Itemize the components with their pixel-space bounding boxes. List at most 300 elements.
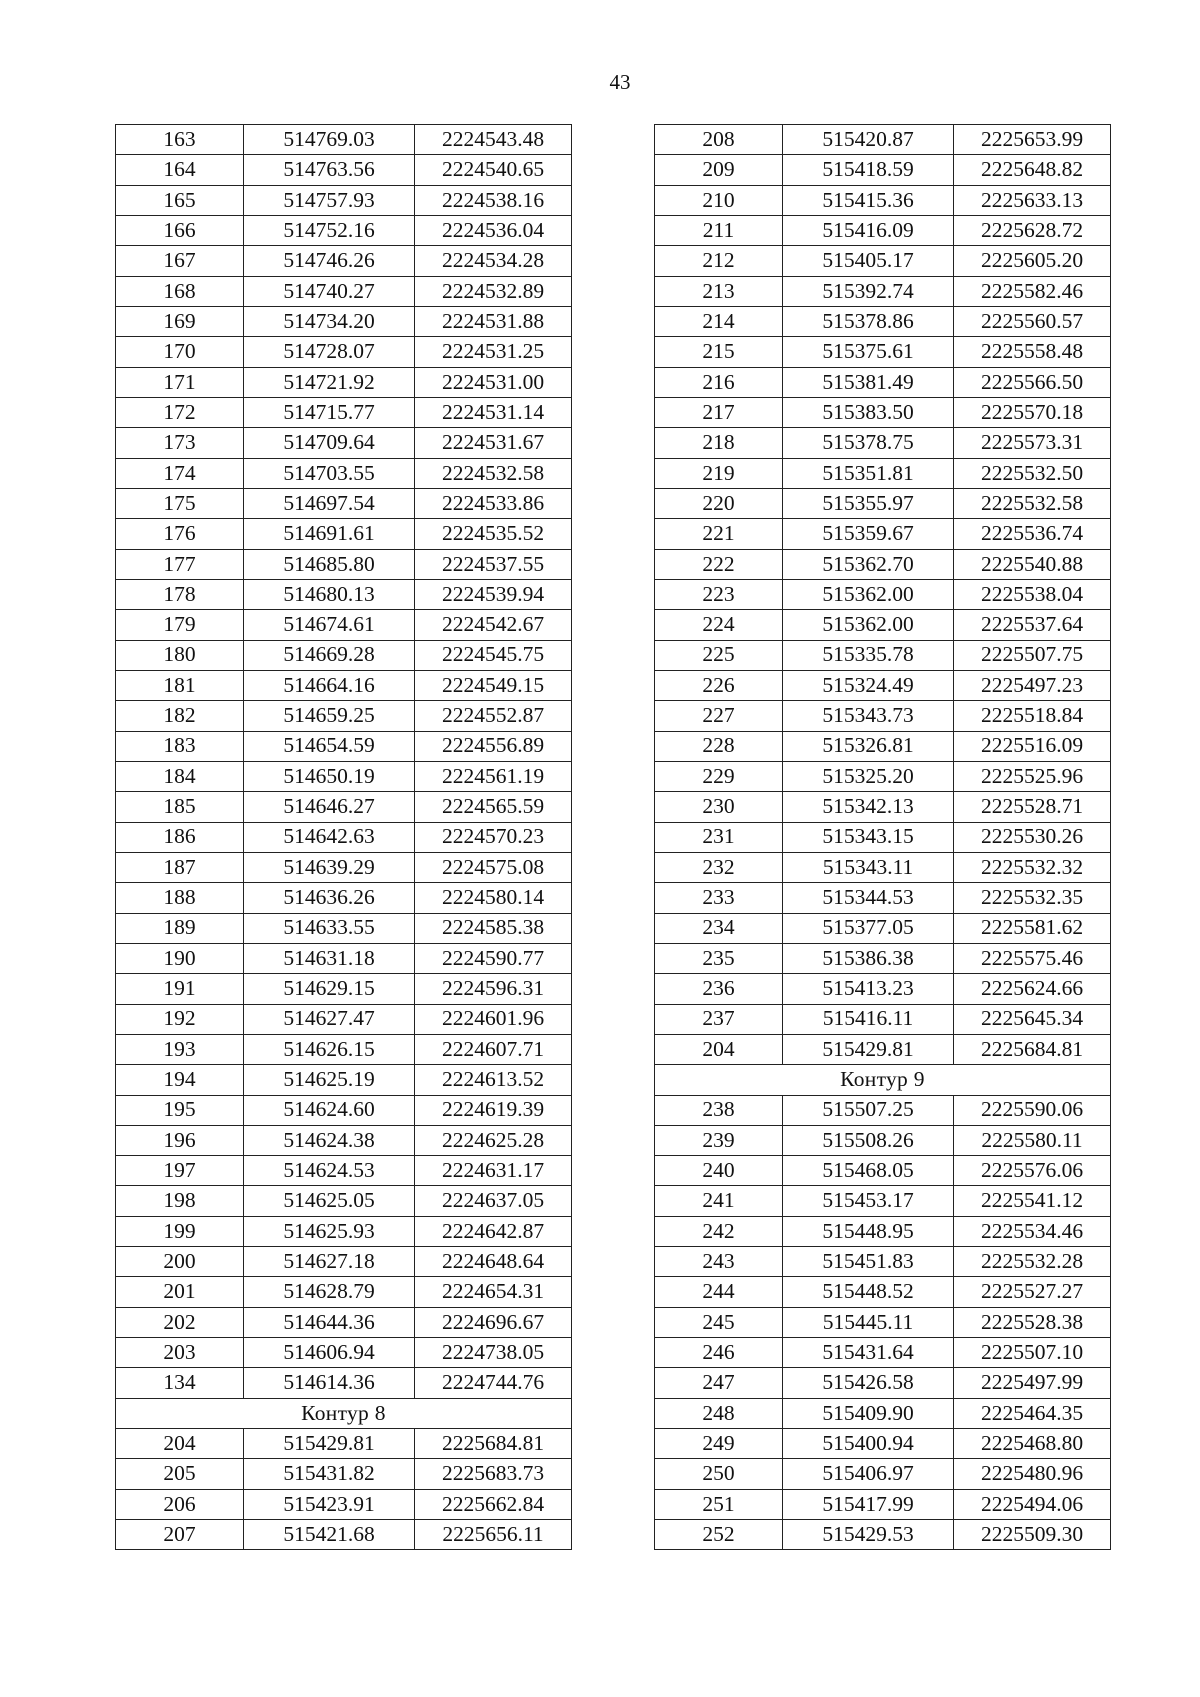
table-row bbox=[116, 306, 572, 336]
table-row bbox=[655, 458, 1111, 488]
y-coordinate-cell: 2225497.23 bbox=[954, 670, 1111, 700]
point-number-cell: 221 bbox=[655, 519, 783, 549]
table-row bbox=[116, 125, 572, 155]
x-coordinate-cell: 515413.23 bbox=[783, 974, 954, 1004]
point-number-cell: 177 bbox=[116, 549, 244, 579]
y-coordinate-cell: 2224539.94 bbox=[415, 579, 572, 609]
table-row bbox=[655, 367, 1111, 397]
y-coordinate-cell: 2225648.82 bbox=[954, 155, 1111, 185]
x-coordinate-cell: 514703.55 bbox=[244, 458, 415, 488]
y-coordinate-cell: 2225516.09 bbox=[954, 731, 1111, 761]
point-number-cell: 203 bbox=[116, 1338, 244, 1368]
table-row bbox=[116, 1307, 572, 1337]
x-coordinate-cell: 515507.25 bbox=[783, 1095, 954, 1125]
table-row bbox=[655, 701, 1111, 731]
point-number-cell: 238 bbox=[655, 1095, 783, 1125]
point-number-cell: 171 bbox=[116, 367, 244, 397]
y-coordinate-cell: 2224637.05 bbox=[415, 1186, 572, 1216]
table-row bbox=[116, 761, 572, 791]
point-number-cell: 241 bbox=[655, 1186, 783, 1216]
page-number: 43 bbox=[609, 70, 631, 94]
table-row bbox=[116, 883, 572, 913]
point-number-cell: 168 bbox=[116, 276, 244, 306]
y-coordinate-cell: 2225532.58 bbox=[954, 488, 1111, 518]
x-coordinate-cell: 515326.81 bbox=[783, 731, 954, 761]
table-row bbox=[655, 519, 1111, 549]
x-coordinate-cell: 514659.25 bbox=[244, 701, 415, 731]
table-row bbox=[116, 579, 572, 609]
point-number-cell: 235 bbox=[655, 943, 783, 973]
table-row bbox=[116, 246, 572, 276]
point-number-cell: 179 bbox=[116, 610, 244, 640]
x-coordinate-cell: 514628.79 bbox=[244, 1277, 415, 1307]
y-coordinate-cell: 2224585.38 bbox=[415, 913, 572, 943]
x-coordinate-cell: 515351.81 bbox=[783, 458, 954, 488]
table-row bbox=[655, 337, 1111, 367]
table-row bbox=[655, 1034, 1111, 1064]
point-number-cell: 202 bbox=[116, 1307, 244, 1337]
table-row bbox=[655, 1095, 1111, 1125]
table-row bbox=[116, 1520, 572, 1550]
table-row bbox=[655, 155, 1111, 185]
table-row bbox=[655, 428, 1111, 458]
point-number-cell: 215 bbox=[655, 337, 783, 367]
y-coordinate-cell: 2224625.28 bbox=[415, 1125, 572, 1155]
table-row bbox=[655, 579, 1111, 609]
x-coordinate-cell: 514626.15 bbox=[244, 1034, 415, 1064]
point-number-cell: 242 bbox=[655, 1216, 783, 1246]
x-coordinate-cell: 515417.99 bbox=[783, 1489, 954, 1519]
table-row bbox=[655, 1004, 1111, 1034]
point-number-cell: 199 bbox=[116, 1216, 244, 1246]
x-coordinate-cell: 514636.26 bbox=[244, 883, 415, 913]
point-number-cell: 185 bbox=[116, 792, 244, 822]
point-number-cell: 166 bbox=[116, 215, 244, 245]
point-number-cell: 181 bbox=[116, 670, 244, 700]
y-coordinate-cell: 2225570.18 bbox=[954, 397, 1111, 427]
table-row bbox=[116, 943, 572, 973]
y-coordinate-cell: 2224565.59 bbox=[415, 792, 572, 822]
point-number-cell: 250 bbox=[655, 1459, 783, 1489]
table-row bbox=[655, 974, 1111, 1004]
point-number-cell: 222 bbox=[655, 549, 783, 579]
y-coordinate-cell: 2224531.67 bbox=[415, 428, 572, 458]
table-row bbox=[655, 488, 1111, 518]
y-coordinate-cell: 2224738.05 bbox=[415, 1338, 572, 1368]
y-coordinate-cell: 2225580.11 bbox=[954, 1125, 1111, 1155]
point-number-cell: 194 bbox=[116, 1065, 244, 1095]
y-coordinate-cell: 2225532.28 bbox=[954, 1247, 1111, 1277]
y-coordinate-cell: 2225653.99 bbox=[954, 125, 1111, 155]
point-number-cell: 167 bbox=[116, 246, 244, 276]
table-row bbox=[116, 792, 572, 822]
x-coordinate-cell: 515362.00 bbox=[783, 610, 954, 640]
point-number-cell: 218 bbox=[655, 428, 783, 458]
x-coordinate-cell: 514715.77 bbox=[244, 397, 415, 427]
x-coordinate-cell: 515378.75 bbox=[783, 428, 954, 458]
y-coordinate-cell: 2224552.87 bbox=[415, 701, 572, 731]
point-number-cell: 210 bbox=[655, 185, 783, 215]
x-coordinate-cell: 515421.68 bbox=[244, 1520, 415, 1550]
table-row bbox=[116, 1216, 572, 1246]
x-coordinate-cell: 515359.67 bbox=[783, 519, 954, 549]
table-row bbox=[116, 276, 572, 306]
y-coordinate-cell: 2225684.81 bbox=[954, 1034, 1111, 1064]
x-coordinate-cell: 514633.55 bbox=[244, 913, 415, 943]
y-coordinate-cell: 2225590.06 bbox=[954, 1095, 1111, 1125]
y-coordinate-cell: 2225528.71 bbox=[954, 792, 1111, 822]
y-coordinate-cell: 2224619.39 bbox=[415, 1095, 572, 1125]
y-coordinate-cell: 2225581.62 bbox=[954, 913, 1111, 943]
x-coordinate-cell: 514629.15 bbox=[244, 974, 415, 1004]
y-coordinate-cell: 2224613.52 bbox=[415, 1065, 572, 1095]
y-coordinate-cell: 2225518.84 bbox=[954, 701, 1111, 731]
y-coordinate-cell: 2224531.00 bbox=[415, 367, 572, 397]
point-number-cell: 205 bbox=[116, 1459, 244, 1489]
x-coordinate-cell: 515429.53 bbox=[783, 1520, 954, 1550]
x-coordinate-cell: 515362.00 bbox=[783, 579, 954, 609]
table-row bbox=[655, 1459, 1111, 1489]
point-number-cell: 213 bbox=[655, 276, 783, 306]
table-row bbox=[655, 1216, 1111, 1246]
point-number-cell: 230 bbox=[655, 792, 783, 822]
y-coordinate-cell: 2225683.73 bbox=[415, 1459, 572, 1489]
x-coordinate-cell: 514664.16 bbox=[244, 670, 415, 700]
y-coordinate-cell: 2224533.86 bbox=[415, 488, 572, 518]
point-number-cell: 236 bbox=[655, 974, 783, 1004]
y-coordinate-cell: 2225541.12 bbox=[954, 1186, 1111, 1216]
x-coordinate-cell: 514624.38 bbox=[244, 1125, 415, 1155]
table-row bbox=[655, 1125, 1111, 1155]
point-number-cell: 252 bbox=[655, 1520, 783, 1550]
point-number-cell: 240 bbox=[655, 1156, 783, 1186]
y-coordinate-cell: 2225507.10 bbox=[954, 1338, 1111, 1368]
table-row bbox=[116, 1125, 572, 1155]
point-number-cell: 182 bbox=[116, 701, 244, 731]
point-number-cell: 214 bbox=[655, 306, 783, 336]
x-coordinate-cell: 514624.60 bbox=[244, 1095, 415, 1125]
point-number-cell: 231 bbox=[655, 822, 783, 852]
y-coordinate-cell: 2225525.96 bbox=[954, 761, 1111, 791]
table-row bbox=[116, 913, 572, 943]
point-number-cell: 226 bbox=[655, 670, 783, 700]
table-row bbox=[655, 1307, 1111, 1337]
table-row bbox=[116, 367, 572, 397]
table-row bbox=[655, 1368, 1111, 1398]
table-row bbox=[655, 125, 1111, 155]
y-coordinate-cell: 2225656.11 bbox=[415, 1520, 572, 1550]
y-coordinate-cell: 2224601.96 bbox=[415, 1004, 572, 1034]
table-row bbox=[655, 1520, 1111, 1550]
table-row bbox=[655, 1489, 1111, 1519]
y-coordinate-cell: 2224596.31 bbox=[415, 974, 572, 1004]
section-title: Контур 8 bbox=[116, 1398, 572, 1428]
point-number-cell: 195 bbox=[116, 1095, 244, 1125]
point-number-cell: 198 bbox=[116, 1186, 244, 1216]
x-coordinate-cell: 515445.11 bbox=[783, 1307, 954, 1337]
point-number-cell: 229 bbox=[655, 761, 783, 791]
x-coordinate-cell: 514769.03 bbox=[244, 125, 415, 155]
x-coordinate-cell: 515343.15 bbox=[783, 822, 954, 852]
table-row bbox=[655, 761, 1111, 791]
y-coordinate-cell: 2225534.46 bbox=[954, 1216, 1111, 1246]
point-number-cell: 200 bbox=[116, 1247, 244, 1277]
x-coordinate-cell: 515343.73 bbox=[783, 701, 954, 731]
point-number-cell: 251 bbox=[655, 1489, 783, 1519]
x-coordinate-cell: 514642.63 bbox=[244, 822, 415, 852]
x-coordinate-cell: 514644.36 bbox=[244, 1307, 415, 1337]
table-row bbox=[116, 397, 572, 427]
table-row bbox=[116, 1004, 572, 1034]
y-coordinate-cell: 2224744.76 bbox=[415, 1368, 572, 1398]
y-coordinate-cell: 2224580.14 bbox=[415, 883, 572, 913]
coordinates-table-left bbox=[115, 124, 572, 1550]
table-row bbox=[655, 1429, 1111, 1459]
table-row bbox=[116, 640, 572, 670]
x-coordinate-cell: 515324.49 bbox=[783, 670, 954, 700]
y-coordinate-cell: 2225624.66 bbox=[954, 974, 1111, 1004]
point-number-cell: 243 bbox=[655, 1247, 783, 1277]
x-coordinate-cell: 515416.09 bbox=[783, 215, 954, 245]
table-row bbox=[655, 276, 1111, 306]
table-row bbox=[116, 488, 572, 518]
x-coordinate-cell: 515453.17 bbox=[783, 1186, 954, 1216]
x-coordinate-cell: 515405.17 bbox=[783, 246, 954, 276]
x-coordinate-cell: 515448.95 bbox=[783, 1216, 954, 1246]
point-number-cell: 245 bbox=[655, 1307, 783, 1337]
y-coordinate-cell: 2225528.38 bbox=[954, 1307, 1111, 1337]
table-row bbox=[655, 1186, 1111, 1216]
y-coordinate-cell: 2225532.32 bbox=[954, 852, 1111, 882]
x-coordinate-cell: 514631.18 bbox=[244, 943, 415, 973]
x-coordinate-cell: 515400.94 bbox=[783, 1429, 954, 1459]
point-number-cell: 173 bbox=[116, 428, 244, 458]
y-coordinate-cell: 2225527.27 bbox=[954, 1277, 1111, 1307]
point-number-cell: 217 bbox=[655, 397, 783, 427]
y-coordinate-cell: 2225497.99 bbox=[954, 1368, 1111, 1398]
x-coordinate-cell: 515448.52 bbox=[783, 1277, 954, 1307]
point-number-cell: 234 bbox=[655, 913, 783, 943]
table-row bbox=[655, 246, 1111, 276]
x-coordinate-cell: 515325.20 bbox=[783, 761, 954, 791]
y-coordinate-cell: 2224534.28 bbox=[415, 246, 572, 276]
table-row bbox=[655, 670, 1111, 700]
point-number-cell: 206 bbox=[116, 1489, 244, 1519]
table-row bbox=[116, 155, 572, 185]
table-row bbox=[655, 610, 1111, 640]
x-coordinate-cell: 515431.82 bbox=[244, 1459, 415, 1489]
x-coordinate-cell: 515383.50 bbox=[783, 397, 954, 427]
point-number-cell: 192 bbox=[116, 1004, 244, 1034]
table-row bbox=[655, 792, 1111, 822]
x-coordinate-cell: 515375.61 bbox=[783, 337, 954, 367]
point-number-cell: 190 bbox=[116, 943, 244, 973]
table-row bbox=[116, 670, 572, 700]
point-number-cell: 228 bbox=[655, 731, 783, 761]
table-row bbox=[116, 1186, 572, 1216]
point-number-cell: 247 bbox=[655, 1368, 783, 1398]
x-coordinate-cell: 515426.58 bbox=[783, 1368, 954, 1398]
x-coordinate-cell: 514746.26 bbox=[244, 246, 415, 276]
y-coordinate-cell: 2225684.81 bbox=[415, 1429, 572, 1459]
table-row bbox=[655, 883, 1111, 913]
section-row bbox=[655, 1065, 1111, 1095]
point-number-cell: 174 bbox=[116, 458, 244, 488]
y-coordinate-cell: 2224538.16 bbox=[415, 185, 572, 215]
point-number-cell: 204 bbox=[116, 1429, 244, 1459]
point-number-cell: 244 bbox=[655, 1277, 783, 1307]
y-coordinate-cell: 2225575.46 bbox=[954, 943, 1111, 973]
point-number-cell: 184 bbox=[116, 761, 244, 791]
x-coordinate-cell: 514674.61 bbox=[244, 610, 415, 640]
point-number-cell: 178 bbox=[116, 579, 244, 609]
y-coordinate-cell: 2225507.75 bbox=[954, 640, 1111, 670]
y-coordinate-cell: 2224556.89 bbox=[415, 731, 572, 761]
section-title: Контур 9 bbox=[655, 1065, 1111, 1095]
y-coordinate-cell: 2225532.50 bbox=[954, 458, 1111, 488]
y-coordinate-cell: 2224532.58 bbox=[415, 458, 572, 488]
y-coordinate-cell: 2225537.64 bbox=[954, 610, 1111, 640]
y-coordinate-cell: 2225540.88 bbox=[954, 549, 1111, 579]
y-coordinate-cell: 2224631.17 bbox=[415, 1156, 572, 1186]
y-coordinate-cell: 2225494.06 bbox=[954, 1489, 1111, 1519]
point-number-cell: 175 bbox=[116, 488, 244, 518]
table-row bbox=[116, 1156, 572, 1186]
point-number-cell: 187 bbox=[116, 852, 244, 882]
x-coordinate-cell: 515342.13 bbox=[783, 792, 954, 822]
y-coordinate-cell: 2224531.88 bbox=[415, 306, 572, 336]
point-number-cell: 204 bbox=[655, 1034, 783, 1064]
y-coordinate-cell: 2225509.30 bbox=[954, 1520, 1111, 1550]
y-coordinate-cell: 2224570.23 bbox=[415, 822, 572, 852]
x-coordinate-cell: 514654.59 bbox=[244, 731, 415, 761]
point-number-cell: 180 bbox=[116, 640, 244, 670]
x-coordinate-cell: 514685.80 bbox=[244, 549, 415, 579]
y-coordinate-cell: 2224542.67 bbox=[415, 610, 572, 640]
point-number-cell: 169 bbox=[116, 306, 244, 336]
y-coordinate-cell: 2224545.75 bbox=[415, 640, 572, 670]
point-number-cell: 170 bbox=[116, 337, 244, 367]
x-coordinate-cell: 514646.27 bbox=[244, 792, 415, 822]
point-number-cell: 207 bbox=[116, 1520, 244, 1550]
x-coordinate-cell: 515386.38 bbox=[783, 943, 954, 973]
x-coordinate-cell: 514639.29 bbox=[244, 852, 415, 882]
y-coordinate-cell: 2224532.89 bbox=[415, 276, 572, 306]
x-coordinate-cell: 514680.13 bbox=[244, 579, 415, 609]
y-coordinate-cell: 2224540.65 bbox=[415, 155, 572, 185]
table-row bbox=[116, 1368, 572, 1398]
point-number-cell: 219 bbox=[655, 458, 783, 488]
point-number-cell: 191 bbox=[116, 974, 244, 1004]
point-number-cell: 209 bbox=[655, 155, 783, 185]
point-number-cell: 249 bbox=[655, 1429, 783, 1459]
table-row bbox=[116, 610, 572, 640]
point-number-cell: 232 bbox=[655, 852, 783, 882]
table-row bbox=[655, 1277, 1111, 1307]
point-number-cell: 165 bbox=[116, 185, 244, 215]
table-row bbox=[655, 731, 1111, 761]
y-coordinate-cell: 2225480.96 bbox=[954, 1459, 1111, 1489]
table-row bbox=[655, 943, 1111, 973]
table-row bbox=[116, 1095, 572, 1125]
y-coordinate-cell: 2224654.31 bbox=[415, 1277, 572, 1307]
x-coordinate-cell: 515420.87 bbox=[783, 125, 954, 155]
y-coordinate-cell: 2224590.77 bbox=[415, 943, 572, 973]
point-number-cell: 224 bbox=[655, 610, 783, 640]
point-number-cell: 208 bbox=[655, 125, 783, 155]
x-coordinate-cell: 514627.18 bbox=[244, 1247, 415, 1277]
point-number-cell: 176 bbox=[116, 519, 244, 549]
table-row bbox=[116, 852, 572, 882]
y-coordinate-cell: 2224543.48 bbox=[415, 125, 572, 155]
point-number-cell: 186 bbox=[116, 822, 244, 852]
y-coordinate-cell: 2224531.14 bbox=[415, 397, 572, 427]
table-row bbox=[116, 1489, 572, 1519]
table-row bbox=[116, 731, 572, 761]
y-coordinate-cell: 2225532.35 bbox=[954, 883, 1111, 913]
x-coordinate-cell: 515423.91 bbox=[244, 1489, 415, 1519]
y-coordinate-cell: 2225662.84 bbox=[415, 1489, 572, 1519]
table-row bbox=[116, 458, 572, 488]
table-row bbox=[655, 1338, 1111, 1368]
x-coordinate-cell: 515344.53 bbox=[783, 883, 954, 913]
x-coordinate-cell: 514740.27 bbox=[244, 276, 415, 306]
y-coordinate-cell: 2224696.67 bbox=[415, 1307, 572, 1337]
y-coordinate-cell: 2225538.04 bbox=[954, 579, 1111, 609]
x-coordinate-cell: 515415.36 bbox=[783, 185, 954, 215]
x-coordinate-cell: 514625.19 bbox=[244, 1065, 415, 1095]
y-coordinate-cell: 2225633.13 bbox=[954, 185, 1111, 215]
point-number-cell: 237 bbox=[655, 1004, 783, 1034]
table-row bbox=[655, 913, 1111, 943]
x-coordinate-cell: 514728.07 bbox=[244, 337, 415, 367]
x-coordinate-cell: 514697.54 bbox=[244, 488, 415, 518]
table-row bbox=[655, 852, 1111, 882]
x-coordinate-cell: 515343.11 bbox=[783, 852, 954, 882]
x-coordinate-cell: 514624.53 bbox=[244, 1156, 415, 1186]
x-coordinate-cell: 514627.47 bbox=[244, 1004, 415, 1034]
y-coordinate-cell: 2225468.80 bbox=[954, 1429, 1111, 1459]
table-row bbox=[116, 185, 572, 215]
table-row bbox=[655, 822, 1111, 852]
point-number-cell: 197 bbox=[116, 1156, 244, 1186]
table-row bbox=[116, 1459, 572, 1489]
x-coordinate-cell: 514763.56 bbox=[244, 155, 415, 185]
point-number-cell: 188 bbox=[116, 883, 244, 913]
point-number-cell: 220 bbox=[655, 488, 783, 518]
y-coordinate-cell: 2224549.15 bbox=[415, 670, 572, 700]
point-number-cell: 227 bbox=[655, 701, 783, 731]
table-row bbox=[116, 519, 572, 549]
y-coordinate-cell: 2224531.25 bbox=[415, 337, 572, 367]
x-coordinate-cell: 514606.94 bbox=[244, 1338, 415, 1368]
point-number-cell: 216 bbox=[655, 367, 783, 397]
point-number-cell: 193 bbox=[116, 1034, 244, 1064]
point-number-cell: 189 bbox=[116, 913, 244, 943]
table-row bbox=[655, 640, 1111, 670]
x-coordinate-cell: 515508.26 bbox=[783, 1125, 954, 1155]
y-coordinate-cell: 2224642.87 bbox=[415, 1216, 572, 1246]
y-coordinate-cell: 2225645.34 bbox=[954, 1004, 1111, 1034]
table-row bbox=[116, 215, 572, 245]
point-number-cell: 225 bbox=[655, 640, 783, 670]
y-coordinate-cell: 2224536.04 bbox=[415, 215, 572, 245]
x-coordinate-cell: 515409.90 bbox=[783, 1398, 954, 1428]
x-coordinate-cell: 515381.49 bbox=[783, 367, 954, 397]
point-number-cell: 201 bbox=[116, 1277, 244, 1307]
point-number-cell: 248 bbox=[655, 1398, 783, 1428]
x-coordinate-cell: 514691.61 bbox=[244, 519, 415, 549]
